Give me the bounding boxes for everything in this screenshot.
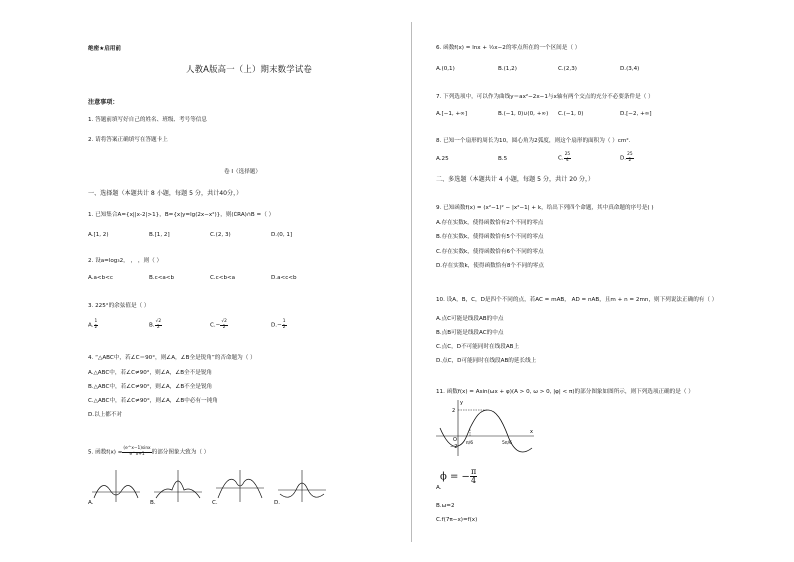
q6-option-d[interactable]: D.(3,4)	[620, 66, 640, 72]
note-item-1: 1. 答题前填写好自己的姓名、班级、考号等信息	[88, 117, 207, 123]
frac-numerator: 25	[564, 152, 571, 157]
notes-heading: 注意事项：	[88, 99, 119, 106]
q10-option-a[interactable]: A.点C可能是线段AB的中点	[436, 316, 504, 322]
q5-frac	[122, 447, 151, 457]
frac-denominator: 2	[282, 324, 286, 330]
q10-option-c[interactable]: C.点C，D不可能同时在线段AB上	[436, 344, 520, 350]
q5-option-a[interactable]: A.	[88, 500, 94, 506]
q4-option-b[interactable]: B.△ABC中，若∠C≠90°，则∠A，∠B不全是锐角	[88, 384, 213, 390]
right-column	[436, 0, 766, 562]
frac-numerator: (e^x−1)sinx	[123, 446, 151, 451]
q8-option-c-label: C.	[558, 155, 564, 162]
q9-option-c[interactable]: C.存在实数k，使得函数恰有6个不同的零点	[436, 249, 544, 255]
left-column	[88, 0, 388, 562]
q6-option-b[interactable]: B.(1,2)	[498, 66, 517, 72]
q5-graph-a	[92, 468, 144, 504]
q5-graph-c	[216, 468, 268, 504]
q11-phi-frac	[470, 468, 477, 486]
frac-numerator: 25	[627, 152, 633, 157]
volume-label: 卷 I（选择题）	[224, 169, 261, 175]
frac-denominator: e^x+1	[129, 451, 145, 457]
q8-option-d-frac	[626, 153, 633, 163]
exam-title: 人教A版高一（上）期末数学试卷	[186, 64, 312, 74]
graph-label-neg-two: −2	[450, 444, 458, 450]
q10-option-d[interactable]: D.点C，D可能同时在线段AB的延长线上	[436, 358, 537, 364]
q2-option-c[interactable]: C.c<b<a	[210, 275, 236, 281]
q10-stem: 10. 设A，B，C，D是四个不同的点，若AC = mAB， AD = nAB，且m + n = 2mn，则下列说法正确的有（ ）	[436, 297, 718, 303]
note-item-2: 2. 请将答案正确填写在答题卡上	[88, 137, 168, 143]
q9-stem: 9. 已知函数f(x) = (x²−1)² − |x²−1| + k，给出下列四个命题，其中真命题的序号是( )	[436, 205, 654, 211]
q8-option-d-label: D.	[620, 155, 627, 162]
q3-option-d-frac	[282, 320, 287, 330]
section-1-heading: 一、选择题（本题共计 8 小题，每题 5 分，共计40分，）	[88, 190, 243, 197]
q1-option-b[interactable]: B.[1, 2]	[149, 232, 170, 238]
q1-stem: 1. 已知集合A={x||x-2|>1}，B={x|y=lg(2x−x²)}，则(∁RA)∩B =（ ）	[88, 212, 275, 218]
q9-option-b[interactable]: B.存在实数k，使得函数恰有5个不同的零点	[436, 234, 544, 240]
q7-option-c[interactable]: C.(−1, 0)	[558, 111, 584, 117]
frac-denominator: 2	[628, 157, 632, 163]
q11-stem: 11. 函数f(x) = Asin(ωx + φ)(A > 0, ω > 0, |φ| < π)的部分图象如图所示，则下列选项正确的是（ ）	[436, 389, 694, 395]
frac-denominator: 4	[471, 476, 477, 486]
q8-option-d[interactable]	[620, 153, 634, 163]
q3-option-b[interactable]	[149, 320, 162, 330]
q4-option-c[interactable]: C.△ABC中，若∠C≠90°，则∠A，∠B中必有一钝角	[88, 398, 218, 404]
q5-option-d[interactable]: D.	[274, 500, 281, 506]
q4-option-d[interactable]: D.以上都不对	[88, 412, 123, 418]
q1-option-c[interactable]: C.(2, 3)	[210, 232, 231, 238]
graph-label-x1: π/6	[466, 441, 474, 446]
q11-phi-text: ϕ = −	[440, 471, 470, 483]
q8-option-b[interactable]: B.5	[498, 156, 508, 162]
q3-option-c-frac	[220, 320, 227, 330]
section-2-heading: 二、多选题（本题共计 4 小题，每题 5 分，共计 20 分，）	[436, 176, 595, 183]
q5-stem	[88, 447, 209, 457]
frac-denominator: 2	[157, 324, 160, 330]
q9-option-a[interactable]: A.存在实数k，使得函数恰有2个不同的零点	[436, 220, 544, 226]
q2-option-a[interactable]: A.a<b<c	[88, 275, 113, 281]
q2-option-b[interactable]: B.c<a<b	[149, 275, 175, 281]
q7-option-b[interactable]: B.(−1, 0)∪(0, +∞)	[498, 111, 549, 117]
q6-stem: 6. 函数f(x) = lnx + ½x−2的零点所在的一个区间是（ ）	[436, 45, 581, 51]
q11-option-c[interactable]: C.f(7π−x)=f(x)	[436, 517, 478, 523]
frac-numerator: √2	[155, 319, 162, 324]
q10-option-b[interactable]: B.点B可能是线段AC的中点	[436, 330, 504, 336]
q7-option-d[interactable]: D.[−2, +∞]	[620, 111, 652, 117]
q2-option-d[interactable]: D.a<c<b	[271, 275, 297, 281]
q8-option-c[interactable]	[558, 153, 571, 163]
frac-numerator: 1	[282, 319, 286, 324]
q4-stem: 4. “△ABC中，若∠C＝90°，则∠A，∠B全是锐角”的否命题为（ ）	[88, 355, 256, 361]
q3-option-c-label: C.−	[210, 322, 221, 329]
graph-label-y: y	[460, 400, 463, 406]
frac-denominator: 4	[566, 157, 569, 163]
q1-option-d[interactable]: D.(0, 1]	[271, 232, 293, 238]
q5-graph-d	[278, 468, 330, 504]
q3-option-a-frac	[94, 320, 99, 330]
q7-option-a[interactable]: A.[−1, +∞]	[436, 111, 468, 117]
secret-label: 绝密★启用前	[88, 46, 121, 52]
q3-option-c[interactable]	[210, 320, 228, 330]
q11-sine-graph	[436, 398, 536, 458]
q5-graph-b	[154, 468, 206, 504]
q7-stem: 7. 下列选项中，可以作为曲线y＝ax²−2x−1与x轴有两个交点的充分不必要条件是（ ）	[436, 94, 654, 100]
q8-option-c-frac	[564, 153, 571, 163]
q6-option-a[interactable]: A.(0,1)	[436, 66, 455, 72]
q5-stem-post: 的部分图象大致为（ ）	[151, 449, 210, 456]
q2-stem: 2. 设a=log₃2， ， ，则（ ）	[88, 258, 163, 264]
frac-numerator: 1	[94, 319, 98, 324]
graph-label-x: x	[530, 429, 533, 435]
q5-option-b[interactable]: B.	[150, 500, 156, 506]
q8-stem: 8. 已知一个扇形的周长为10，圆心角为2弧度，则这个扇形的面积为（ ）cm².	[436, 138, 631, 144]
q3-stem: 3. 225°的余弦值是（ ）	[88, 303, 150, 309]
q11-option-a[interactable]: A.	[436, 485, 442, 491]
q5-option-c[interactable]: C.	[212, 500, 218, 506]
graph-label-origin: O	[453, 437, 457, 443]
q4-option-a[interactable]: A.△ABC中，若∠C≠90°，则∠A，∠B全不是锐角	[88, 370, 213, 376]
q3-option-d-label: D.−	[271, 322, 282, 329]
frac-denominator: 2	[94, 324, 98, 330]
q3-option-b-frac	[155, 320, 162, 330]
q6-option-c[interactable]: C.(2,3)	[558, 66, 577, 72]
q8-option-a[interactable]: A.25	[436, 156, 449, 162]
graph-label-two: 2	[452, 408, 456, 414]
q3-option-b-label: B.	[149, 322, 155, 329]
q9-option-d[interactable]: D.存在实数k，使得函数恰有8个不同的零点	[436, 263, 544, 269]
q3-option-a[interactable]	[88, 320, 98, 330]
q3-option-a-label: A.	[88, 322, 94, 329]
frac-numerator: √2	[221, 319, 227, 324]
q11-option-b[interactable]: B.ω=2	[436, 503, 455, 509]
column-divider	[411, 22, 412, 542]
q11-phi-expression	[440, 468, 477, 486]
q1-option-a[interactable]: A.[1, 2)	[88, 232, 109, 238]
q3-option-d[interactable]	[271, 320, 287, 330]
q5-stem-pre: 5. 函数f(x) =	[88, 449, 123, 456]
frac-denominator: 2	[222, 324, 226, 330]
frac-numerator: π	[470, 467, 477, 476]
graph-label-x2: 5π/6	[502, 441, 512, 446]
